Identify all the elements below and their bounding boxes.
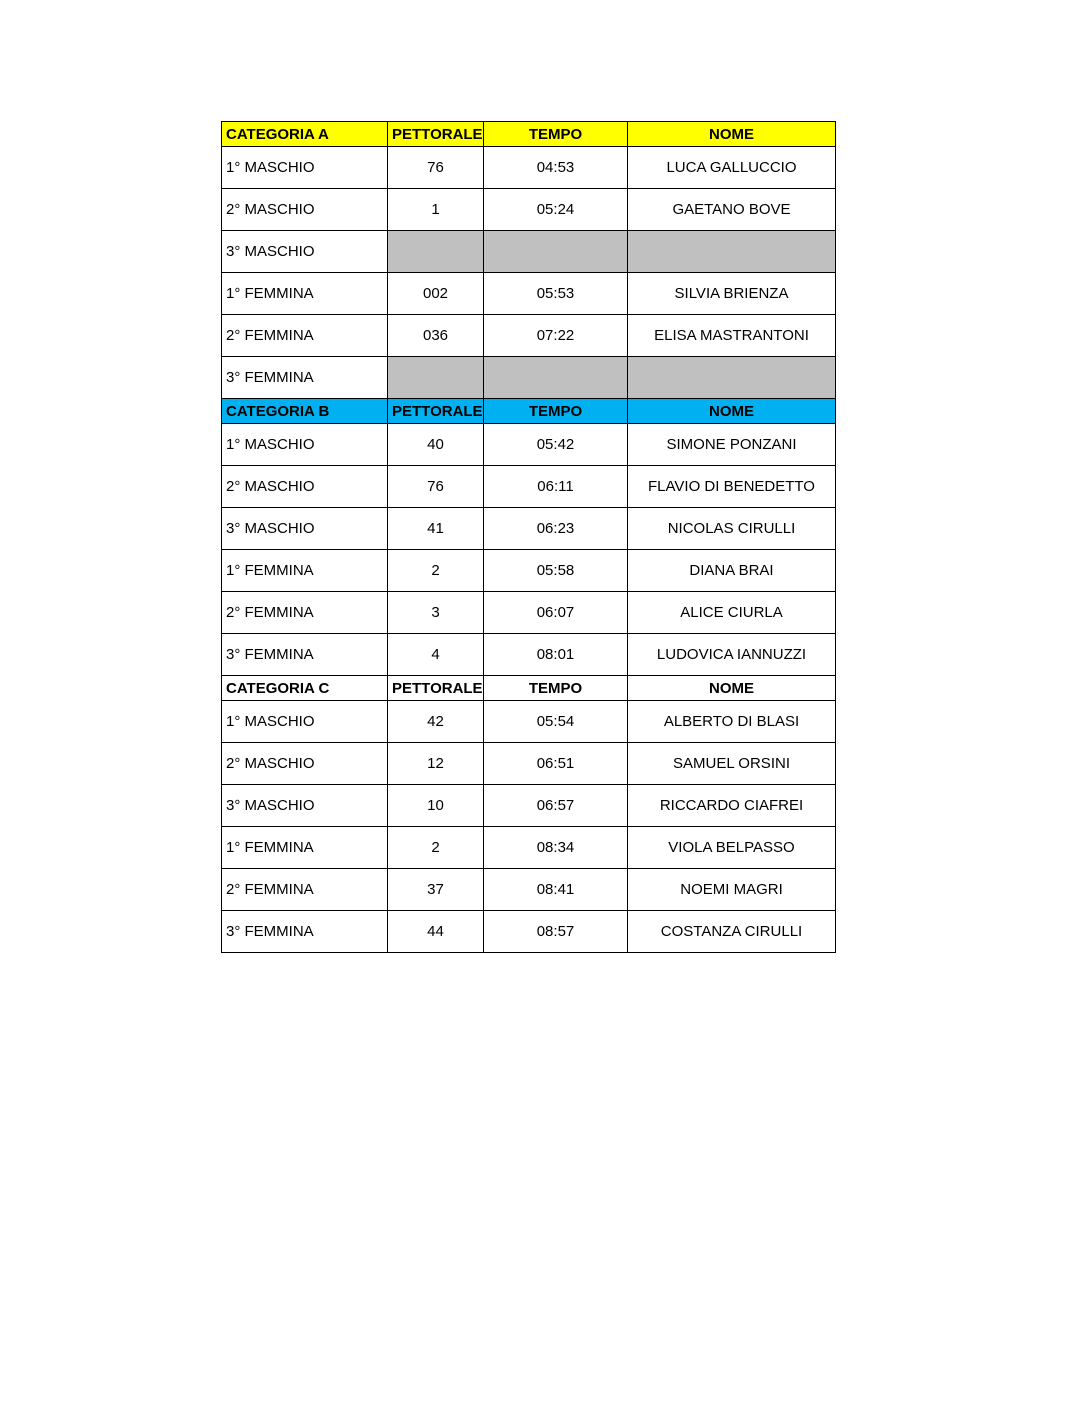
column-header-nome: NOME: [628, 676, 836, 701]
placement-label: 1° MASCHIO: [222, 147, 388, 189]
finish-time: 05:54: [484, 701, 628, 743]
category-header-row: [222, 676, 836, 701]
bib-number: 40: [388, 424, 484, 466]
athlete-name: ALICE CIURLA: [628, 592, 836, 634]
bib-number: 1: [388, 189, 484, 231]
finish-time: 05:53: [484, 273, 628, 315]
finish-time: 06:23: [484, 508, 628, 550]
column-header-tempo: TEMPO: [484, 399, 628, 424]
column-header-pettorale: PETTORALE: [388, 399, 484, 424]
athlete-name: SILVIA BRIENZA: [628, 273, 836, 315]
bib-number: 76: [388, 147, 484, 189]
athlete-name: NOEMI MAGRI: [628, 869, 836, 911]
column-header-pettorale: PETTORALE: [388, 122, 484, 147]
athlete-name: FLAVIO DI BENEDETTO: [628, 466, 836, 508]
table-row: [222, 189, 836, 231]
athlete-name: ALBERTO DI BLASI: [628, 701, 836, 743]
table-row: [222, 508, 836, 550]
finish-time: 04:53: [484, 147, 628, 189]
column-header-tempo: TEMPO: [484, 122, 628, 147]
table-row: [222, 701, 836, 743]
category-header-row: [222, 122, 836, 147]
bib-number: 10: [388, 785, 484, 827]
athlete-name: [628, 231, 836, 273]
athlete-name: GAETANO BOVE: [628, 189, 836, 231]
bib-number: 12: [388, 743, 484, 785]
table-row: [222, 424, 836, 466]
column-header-nome: NOME: [628, 399, 836, 424]
placement-label: 3° MASCHIO: [222, 508, 388, 550]
bib-number: 2: [388, 550, 484, 592]
results-table: [221, 121, 836, 953]
table-row: [222, 743, 836, 785]
table-row: [222, 785, 836, 827]
finish-time: 08:34: [484, 827, 628, 869]
finish-time: 05:24: [484, 189, 628, 231]
athlete-name: SIMONE PONZANI: [628, 424, 836, 466]
category-name: CATEGORIA A: [222, 122, 388, 147]
placement-label: 1° MASCHIO: [222, 701, 388, 743]
finish-time: 08:57: [484, 911, 628, 953]
finish-time: 05:42: [484, 424, 628, 466]
athlete-name: LUCA GALLUCCIO: [628, 147, 836, 189]
table-row: [222, 592, 836, 634]
placement-label: 1° FEMMINA: [222, 273, 388, 315]
athlete-name: DIANA BRAI: [628, 550, 836, 592]
bib-number: [388, 231, 484, 273]
table-row: [222, 827, 836, 869]
placement-label: 1° FEMMINA: [222, 550, 388, 592]
placement-label: 3° MASCHIO: [222, 231, 388, 273]
bib-number: 036: [388, 315, 484, 357]
finish-time: 06:51: [484, 743, 628, 785]
bib-number: 42: [388, 701, 484, 743]
category-name: CATEGORIA B: [222, 399, 388, 424]
placement-label: 3° MASCHIO: [222, 785, 388, 827]
placement-label: 2° MASCHIO: [222, 743, 388, 785]
table-row: [222, 911, 836, 953]
athlete-name: ELISA MASTRANTONI: [628, 315, 836, 357]
column-header-tempo: TEMPO: [484, 676, 628, 701]
placement-label: 3° FEMMINA: [222, 357, 388, 399]
bib-number: 2: [388, 827, 484, 869]
placement-label: 1° FEMMINA: [222, 827, 388, 869]
athlete-name: RICCARDO CIAFREI: [628, 785, 836, 827]
finish-time: 06:07: [484, 592, 628, 634]
bib-number: [388, 357, 484, 399]
finish-time: [484, 231, 628, 273]
placement-label: 2° FEMMINA: [222, 592, 388, 634]
bib-number: 76: [388, 466, 484, 508]
finish-time: 07:22: [484, 315, 628, 357]
results-table-body: [222, 122, 836, 953]
bib-number: 4: [388, 634, 484, 676]
bib-number: 37: [388, 869, 484, 911]
table-row: [222, 634, 836, 676]
category-header-row: [222, 399, 836, 424]
column-header-pettorale: PETTORALE: [388, 676, 484, 701]
finish-time: [484, 357, 628, 399]
finish-time: 06:11: [484, 466, 628, 508]
bib-number: 41: [388, 508, 484, 550]
table-row: [222, 231, 836, 273]
athlete-name: COSTANZA CIRULLI: [628, 911, 836, 953]
athlete-name: LUDOVICA IANNUZZI: [628, 634, 836, 676]
placement-label: 2° MASCHIO: [222, 466, 388, 508]
bib-number: 44: [388, 911, 484, 953]
category-name: CATEGORIA C: [222, 676, 388, 701]
finish-time: 06:57: [484, 785, 628, 827]
finish-time: 05:58: [484, 550, 628, 592]
placement-label: 2° FEMMINA: [222, 869, 388, 911]
column-header-nome: NOME: [628, 122, 836, 147]
placement-label: 2° FEMMINA: [222, 315, 388, 357]
placement-label: 2° MASCHIO: [222, 189, 388, 231]
table-row: [222, 315, 836, 357]
finish-time: 08:41: [484, 869, 628, 911]
finish-time: 08:01: [484, 634, 628, 676]
table-row: [222, 869, 836, 911]
placement-label: 3° FEMMINA: [222, 634, 388, 676]
bib-number: 002: [388, 273, 484, 315]
bib-number: 3: [388, 592, 484, 634]
table-row: [222, 550, 836, 592]
athlete-name: SAMUEL ORSINI: [628, 743, 836, 785]
athlete-name: NICOLAS CIRULLI: [628, 508, 836, 550]
table-row: [222, 147, 836, 189]
athlete-name: VIOLA BELPASSO: [628, 827, 836, 869]
table-row: [222, 357, 836, 399]
table-row: [222, 273, 836, 315]
table-row: [222, 466, 836, 508]
placement-label: 1° MASCHIO: [222, 424, 388, 466]
placement-label: 3° FEMMINA: [222, 911, 388, 953]
athlete-name: [628, 357, 836, 399]
